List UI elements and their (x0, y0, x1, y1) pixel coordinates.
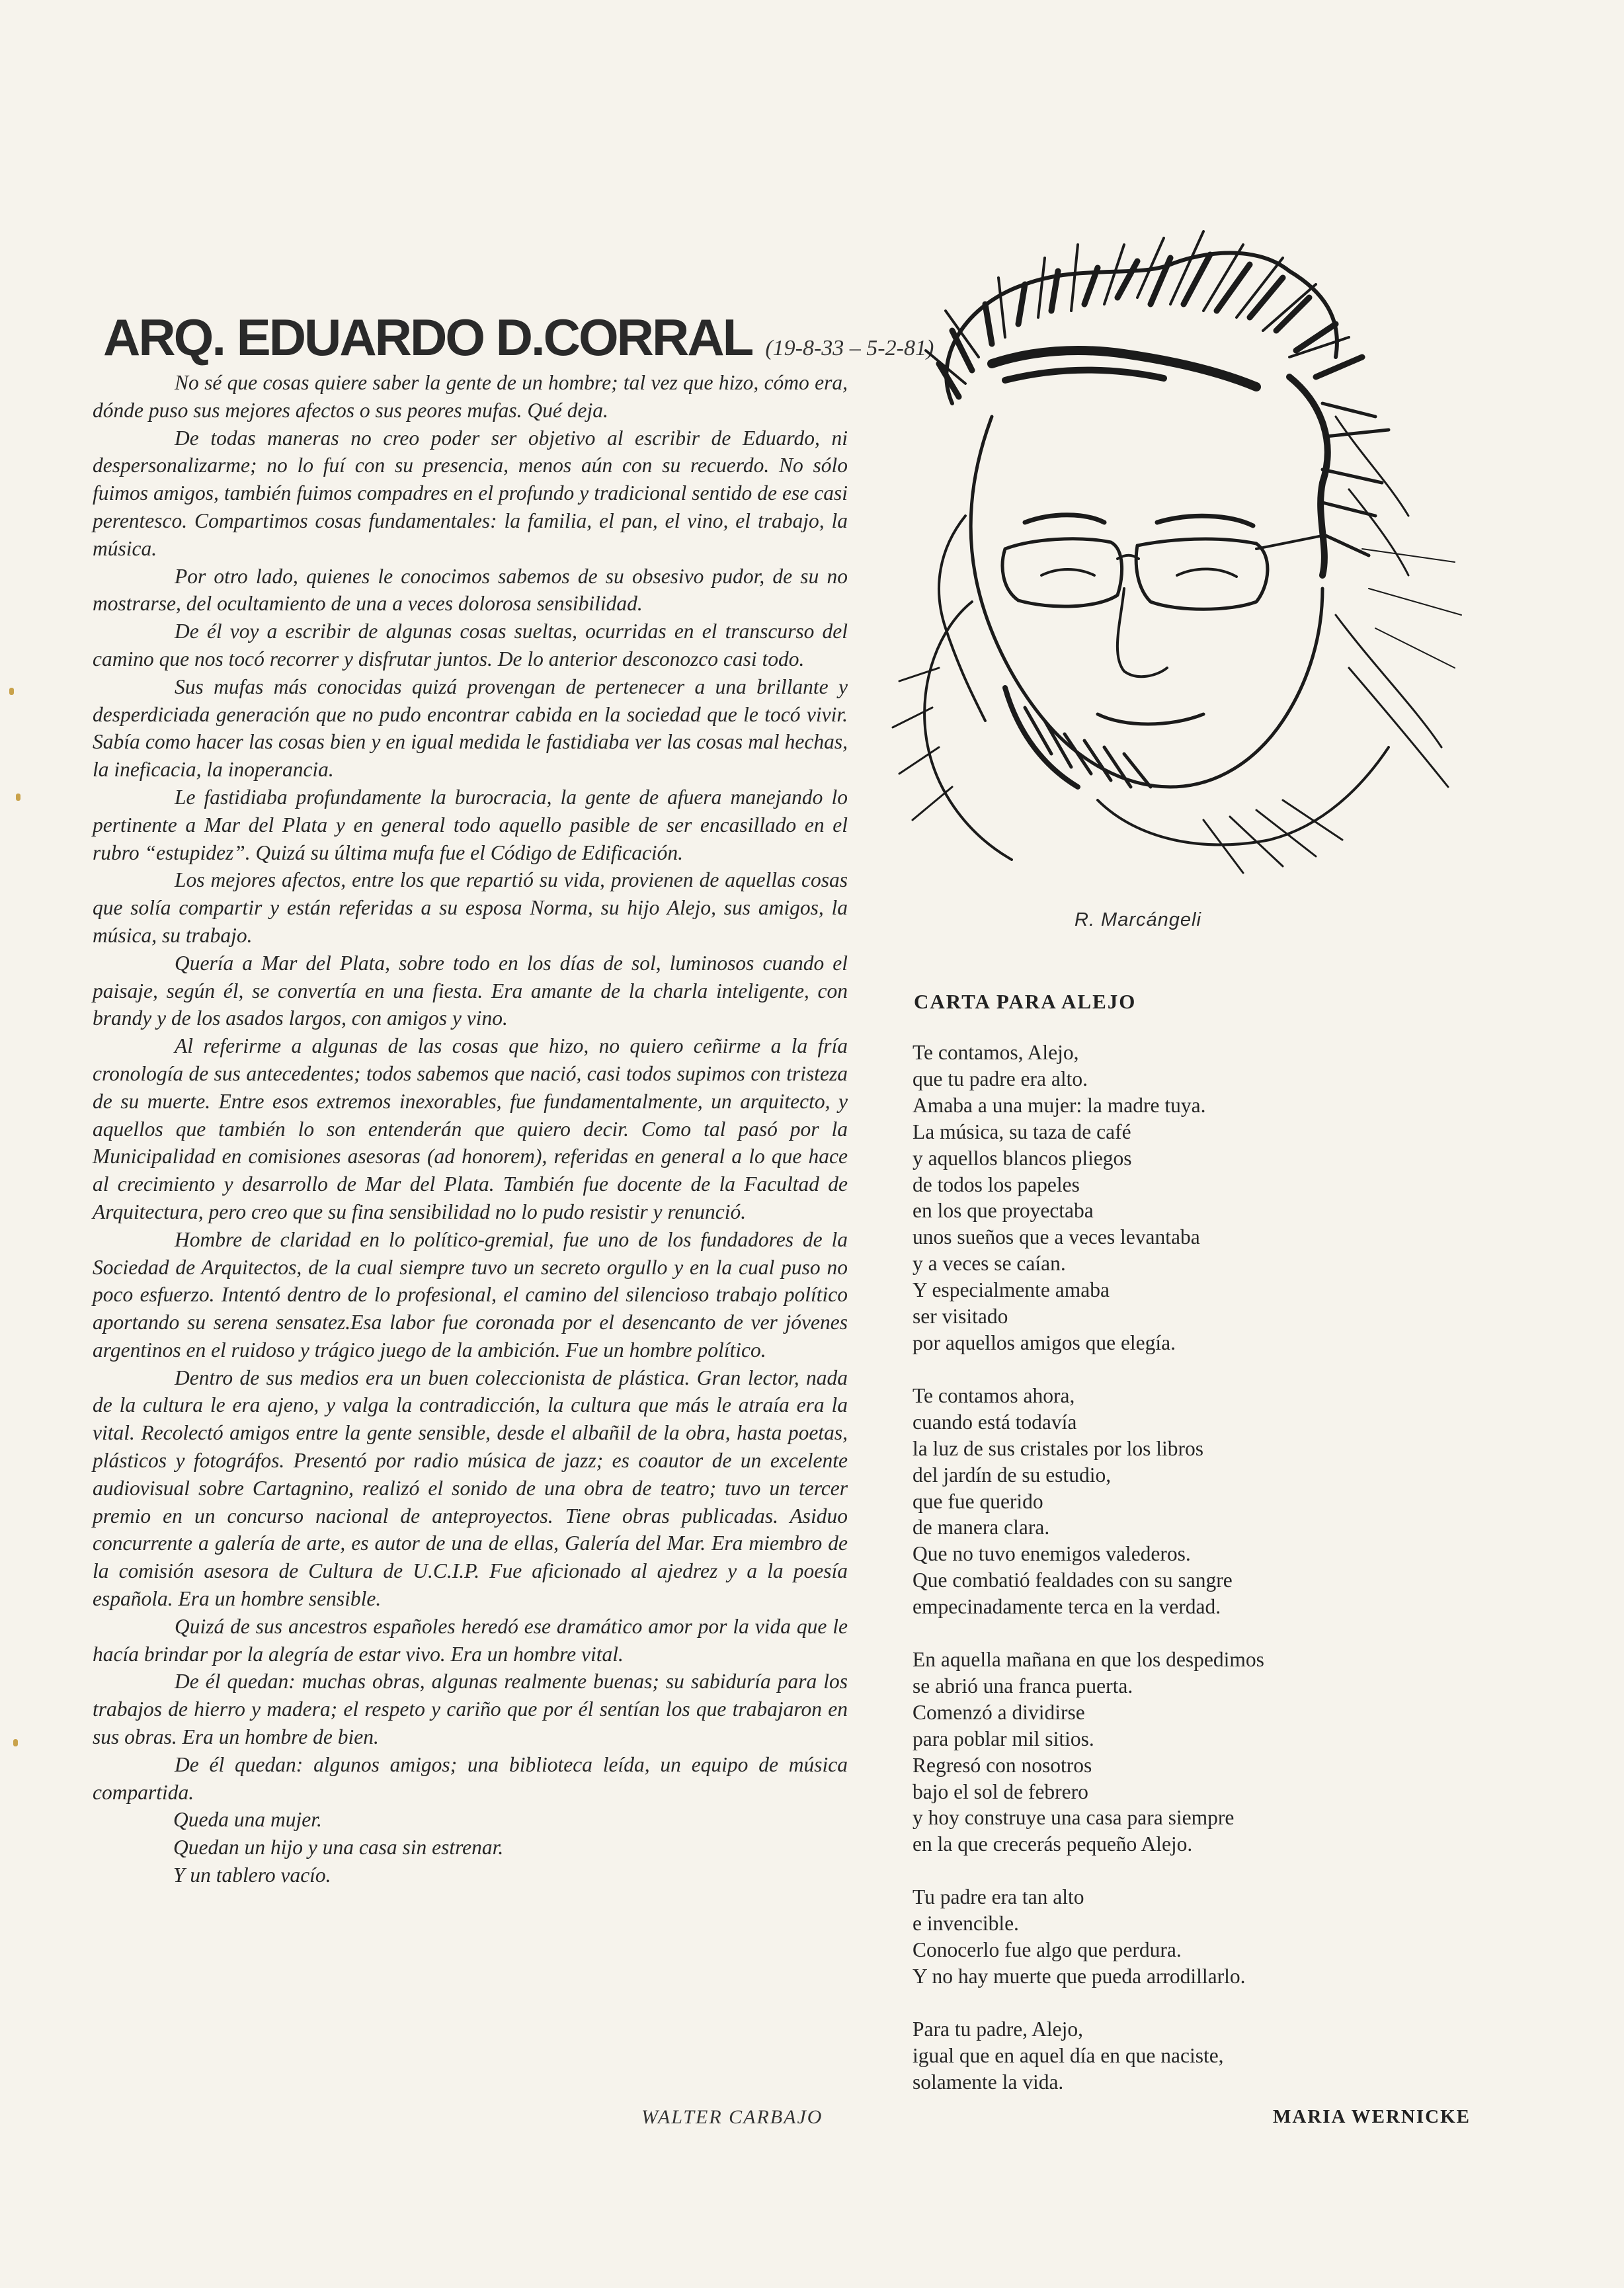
article-paragraph: Por otro lado, quienes le conocimos sabemos de su obsesivo pudor, de su no mostrarse, del ocultamiento de una a veces dolorosa sensibilidad. (93, 564, 848, 616)
poem-line: Comenzó a dividirse (913, 1700, 1085, 1724)
article-paragraph: Sus mufas más conocidas quizá provengan de pertenecer a una brillante y desperdiciada generación que no pudo encontrar cabida en la sociedad que le tocó vivir. Sabía como hacer las cosas bien y en igual medida le fastidiaba ver las cosas mal hechas, la ineficacia, la inoperancia. (93, 674, 848, 782)
portrait-sketch-drawing (860, 205, 1475, 926)
closing-line: Y un tablero vacío. (173, 1863, 331, 1887)
poem-line: solamente la vida. (913, 2070, 1064, 2094)
poem-line: e invencible. (913, 1912, 1019, 1936)
poem-stanza (913, 1884, 1508, 1990)
article-paragraph: Le fastidiaba profundamente la burocracia, la gente de afuera manejando lo pertinente a Mar del Plata y en general todo aquello pasible de ser encasillado en el rubro “estupidez”. Quizá su última mufa fue el Código de Edificación. (93, 785, 848, 864)
paper-speck (9, 688, 14, 695)
article-paragraph: De todas maneras no creo poder ser objetivo al escribir de Eduardo, ni despersonalizarme; no lo fuí con su presencia, menos aún con su recuerdo. No sólo fuimos amigos, también fuimos compadres en el profundo y tradicional sentido de ese casi perentesco. Compartimos cosas fundamentales: la familia, el pan, el vino, el trabajo, la música. (93, 426, 848, 560)
poem-stanza (913, 2016, 1508, 2096)
poem-line: ser visitado (913, 1305, 1008, 1328)
article-paragraph: De él voy a escribir de algunas cosas sueltas, ocurridas en el transcurso del camino que nos tocó recorrer y disfrutar juntos. De lo anterior desconozco casi todo. (93, 620, 848, 671)
poem-line: de todos los papeles (913, 1172, 1080, 1196)
poem-line: Y no hay muerte que pueda arrodillarlo. (913, 1965, 1246, 1988)
article-paragraph: De él quedan: muchas obras, algunas realmente buenas; su sabiduría para los trabajos de hierro y madera; el respeto y cariño que por él sentían los que trabajaron en sus obras. Era un hombre de bien. (93, 1670, 848, 1749)
poem-line: se abrió una franca puerta. (913, 1674, 1133, 1697)
poem-line: Regresó con nosotros (913, 1753, 1092, 1777)
poem-line: para poblar mil sitios. (913, 1727, 1094, 1750)
poem-line: La música, su taza de café (913, 1120, 1131, 1143)
poem-line: la luz de sus cristales por los libros (913, 1436, 1204, 1460)
article-paragraph: Quizá de sus ancestros españoles heredó ese dramático amor por la vida que le hacía brindar por la alegría de estar vivo. Era un hombre vital. (93, 1614, 848, 1666)
poem-line: Para tu padre, Alejo, (913, 2017, 1084, 2041)
article-dates: (19-8-33 – 5-2-81) (765, 336, 934, 360)
poem-line: Y especialmente amaba (913, 1278, 1110, 1302)
poem-line: y a veces se caían. (913, 1252, 1066, 1276)
article-paragraph: No sé que cosas quiere saber la gente de un hombre; tal vez que hizo, cómo era, dónde puso sus mejores afectos o sus peores mufas. Qué deja. (93, 371, 848, 422)
article-body (93, 369, 848, 1889)
article-heading (103, 307, 934, 374)
poem-line: por aquellos amigos que elegía. (913, 1330, 1176, 1354)
closing-line: Quedan un hijo y una casa sin estrenar. (173, 1836, 504, 1859)
poem-line: del jardín de su estudio, (913, 1463, 1112, 1487)
closing-line: Queda una mujer. (173, 1808, 322, 1832)
article-paragraph: Quería a Mar del Plata, sobre todo en los días de sol, luminosos cuando el paisaje, según él, se convertía en una fiesta. Era amante de la charla inteligente, con brandy y de los asados largos, con amigos y vino. (93, 951, 848, 1030)
poem-stanza (913, 1383, 1508, 1620)
poem-line: Conocerlo fue algo que perdura. (913, 1938, 1182, 1962)
poem-line: Te contamos, Alejo, (913, 1041, 1079, 1064)
poem-line: de manera clara. (913, 1516, 1050, 1539)
poem-line: En aquella mañana en que los despedimos (913, 1648, 1264, 1672)
article-title: ARQ. EDUARDO D.CORRAL (103, 308, 752, 366)
article-paragraph: Hombre de claridad en lo político-gremial, fue uno de los fundadores de la Sociedad de Arquitectos, de la cual siempre tuvo un secreto orgullo y en la cual puso no poco esfuerzo. Intentó dentro de lo profesional, el camino del silencioso trabajo político aportando su serena sensatez.Esa labor fue coronada por el desencanto de ver jóvenes argentinos en el ruidoso y trágico juego de la ambición. Fue un hombre político. (93, 1227, 848, 1362)
poem-stanza (913, 1040, 1508, 1356)
poem-line: en los que proyectaba (913, 1199, 1094, 1223)
poem-line: Amaba a una mujer: la madre tuya. (913, 1093, 1206, 1117)
article-paragraph: Al referirme a algunas de las cosas que hizo, no quiero ceñirme a la fría cronología de sus antecedentes; todos sabemos que nació, casi todos supimos con tristeza de su muerte. Entre esos extremos inexorables, fue fundamentalmente, un arquitecto, y aquellos que también lo son entenderán que quiero decir. Como tal pasó por la Municipalidad en comisiones asesoras (ad honorem), referidas en general a lo que hace al crecimiento y desarrollo de Mar del Plata. También fue docente de la Facultad de Arquitectura, pero creo que su fina sensibilidad no lo pudo resistir y renunció. (93, 1034, 848, 1223)
illustration-credit: R. Marcángeli (1075, 909, 1201, 930)
poem-line: que tu padre era alto. (913, 1067, 1088, 1090)
poem-line: unos sueños que a veces levantaba (913, 1225, 1200, 1249)
poem-line: Te contamos ahora, (913, 1383, 1075, 1407)
poem-line: empecinadamente terca en la verdad. (913, 1595, 1221, 1619)
poem-body (913, 1040, 1508, 2122)
poem-line: en la que crecerás pequeño Alejo. (913, 1832, 1193, 1856)
article-paragraph: Dentro de sus medios era un buen coleccionista de plástica. Gran lector, nada de la cultura le era ajeno, y valga la contradicción, la cultura que más le atraía era la vital. Recolectó amigos entre la gente sensible, desde el albañil de la obra, hasta poetas, plásticos y fotográfos. Presentó por radio música de jazz; es coautor de un excelente audiovisual sobre Cartagnino, realizó el sonido de una obra de teatro; tuvo un tercer premio en un concurso nacional de anteproyectos. Tiene obras publicadas. Asiduo concurrente a galería de arte, es autor de una de ellas, Galería del Mar. Era miembro de la comisión asesora de Cultura de U.C.I.P. Fue aficionado al ajedrez y a la poesía española. Era un hombre sensible. (93, 1366, 848, 1611)
poem-line: bajo el sol de febrero (913, 1779, 1088, 1803)
poem-line: Que combatió fealdades con su sangre (913, 1569, 1233, 1592)
portrait-sketch (860, 205, 1475, 926)
poem-line: y aquellos blancos pliegos (913, 1146, 1132, 1170)
poem-title: CARTA PARA ALEJO (914, 990, 1137, 1013)
poem-line: que fue querido (913, 1489, 1043, 1513)
article-paragraph: Los mejores afectos, entre los que repartió su vida, provienen de aquellas cosas que solía compartir y están referidas a su esposa Norma, su hijo Alejo, sus amigos, la música, su trabajo. (93, 868, 848, 947)
paper-speck (13, 1739, 18, 1746)
poem-line: cuando está todavía (913, 1410, 1077, 1434)
poem-line: y hoy construye una casa para siempre (913, 1806, 1235, 1830)
article-paragraph: De él quedan: algunos amigos; una biblioteca leída, un equipo de música compartida. (93, 1752, 848, 1804)
paper-speck (16, 794, 20, 801)
article-signature: WALTER CARBAJO (641, 2106, 823, 2128)
poem-stanza (913, 1647, 1508, 1858)
poem-line: Que no tuvo enemigos valederos. (913, 1542, 1191, 1566)
poem-line: Tu padre era tan alto (913, 1885, 1084, 1909)
poem-line: igual que en aquel día en que naciste, (913, 2043, 1224, 2067)
poem-signature: MARIA WERNICKE (1273, 2106, 1471, 2127)
